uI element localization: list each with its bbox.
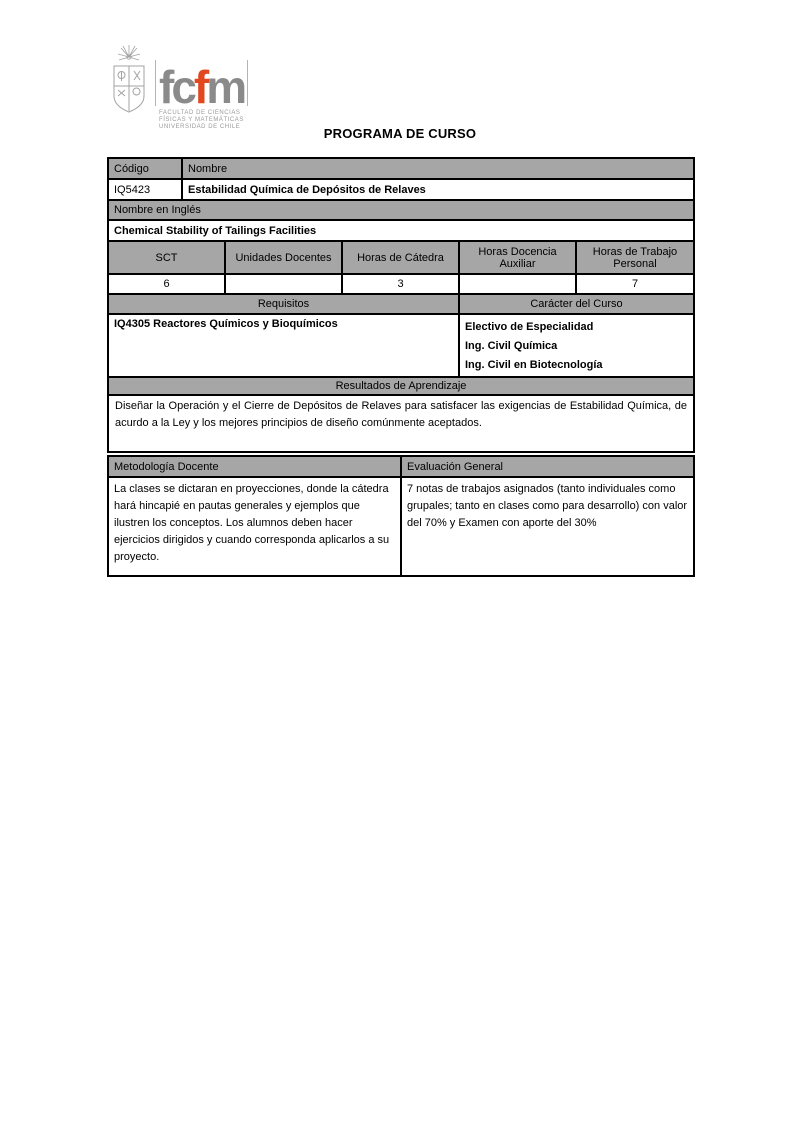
metodologia-value-cell: La clases se dictaran en proyecciones, donde la cátedra hará hincapié en pautas generales y ejemplos que ilustren los conceptos. Los alumnos deben hacer ejercicios dirigidos y cuando corresponda aplicarlos a su proyecto.: [108, 477, 401, 576]
wordmark-fc: fc: [159, 61, 194, 113]
metodologia-label-cell: Metodología Docente: [108, 456, 401, 477]
resultados-value-cell: Diseñar la Operación y el Cierre de Depósitos de Relaves para satisfacer las exigencias de Estabilidad Química, de acurdo a la Ley y los mejores principios de diseño comúnmente aceptados.: [108, 395, 694, 452]
caracter-label-cell: Carácter del Curso: [459, 294, 694, 314]
sct-header-cell: SCT: [108, 241, 225, 274]
caption-line-2: FÍSICAS Y MATEMÁTICAS: [159, 117, 244, 123]
sct-value-cell: 6: [108, 274, 225, 294]
nombre-ingles-label-cell: Nombre en Inglés: [108, 200, 694, 220]
evaluacion-label-cell: Evaluación General: [401, 456, 694, 477]
codigo-label-cell: Código: [108, 158, 182, 179]
horas-trabajo-personal-header-cell: Horas de Trabajo Personal: [576, 241, 694, 274]
caracter-line-2: Ing. Civil Química: [465, 340, 558, 352]
resultados-label-cell: Resultados de Aprendizaje: [108, 377, 694, 395]
caracter-value-cell: [459, 314, 694, 377]
codigo-value-cell: IQ5423: [108, 179, 182, 200]
horas-catedra-value-cell: 3: [342, 274, 459, 294]
caracter-line-1: Electivo de Especialidad: [465, 321, 594, 333]
caption-line-1: FACULTAD DE CIENCIAS: [159, 110, 241, 116]
evaluacion-value-cell: 7 notas de trabajos asignados (tanto individuales como grupales; tanto en clases como para desarrollo) con valor del 70% y Examen con aporte del 30%: [401, 477, 694, 576]
university-crest-icon: [110, 44, 148, 118]
caption-line-3: UNIVERSIDAD DE CHILE: [159, 124, 241, 130]
unidades-docentes-header-cell: Unidades Docentes: [225, 241, 342, 274]
caracter-line-3: Ing. Civil en Biotecnología: [465, 359, 603, 371]
horas-docencia-auxiliar-header-cell: Horas Docencia Auxiliar: [459, 241, 576, 274]
nombre-ingles-value-cell: Chemical Stability of Tailings Facilities: [108, 220, 694, 241]
nombre-label-cell: Nombre: [182, 158, 694, 179]
fcfm-logo: [110, 44, 248, 131]
requisitos-value-cell: IQ4305 Reactores Químicos y Bioquímicos: [108, 314, 459, 377]
requisitos-caracter-table: [107, 293, 695, 378]
horas-trabajo-personal-value-cell: 7: [576, 274, 694, 294]
wordmark-m: m: [206, 61, 245, 113]
course-info-table: [107, 157, 693, 453]
code-name-table: [107, 157, 695, 242]
nombre-value-cell: Estabilidad Química de Depósitos de Relaves: [182, 179, 694, 200]
horas-catedra-header-cell: Horas de Cátedra: [342, 241, 459, 274]
wordmark-f-accent: f: [193, 61, 207, 113]
methodology-evaluation-table: [107, 455, 693, 577]
credits-hours-table: [107, 240, 695, 295]
unidades-docentes-value-cell: [225, 274, 342, 294]
requisitos-label-cell: Requisitos: [108, 294, 459, 314]
horas-docencia-auxiliar-value-cell: [459, 274, 576, 294]
page-title: PROGRAMA DE CURSO: [323, 126, 477, 141]
resultados-table: [107, 376, 695, 453]
